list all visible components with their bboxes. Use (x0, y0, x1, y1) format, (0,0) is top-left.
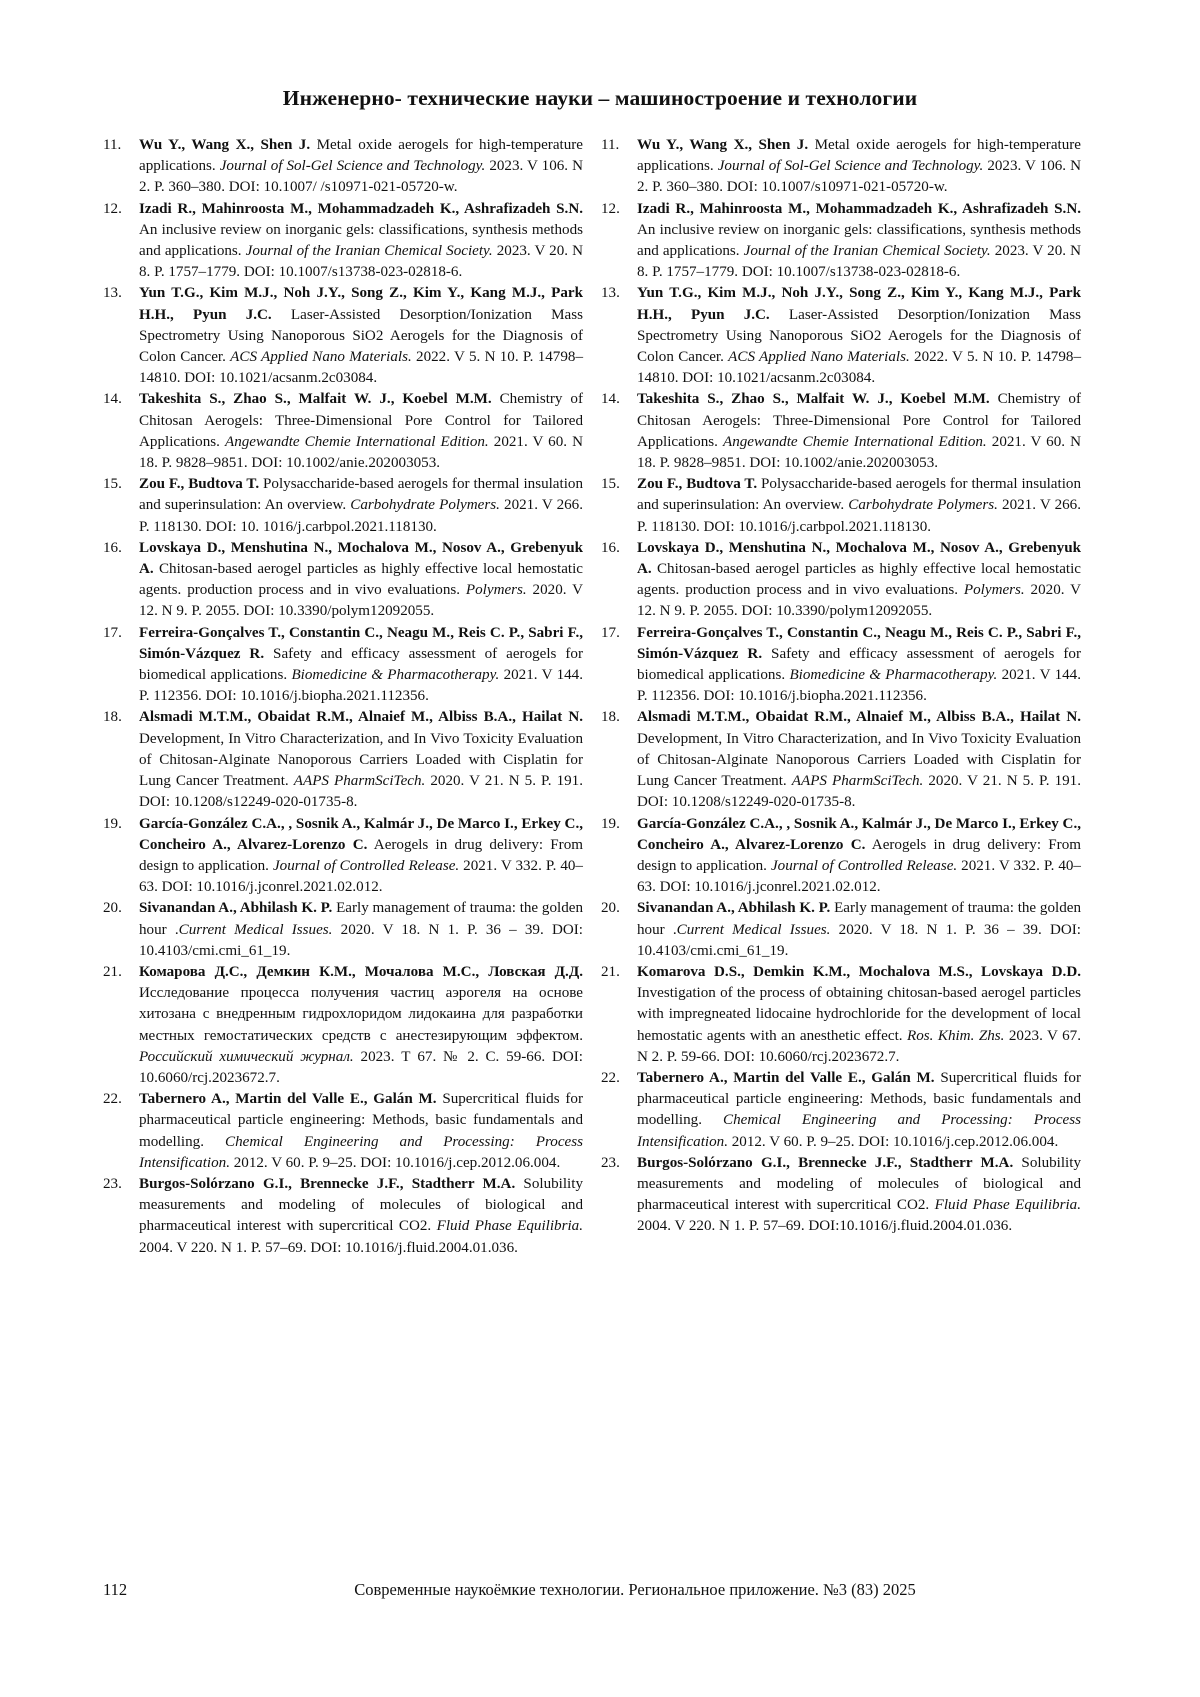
reference-details: 2021. V 144. P. 112356. DOI: 10.1016/j.biopha.2021.112356. (637, 667, 1081, 705)
reference-title: Safety and efficacy assessment of aerogels for biomedical applications. (637, 645, 1081, 684)
reference-authors: Комарова Д.С., Демкин К.М., Мочалова М.С., Ловская Д.Д. (139, 963, 583, 980)
reference-title: Исследование процесса получения частиц аэрогеля на основе хитозана с внедренным гидрохлоридом лидокаина для разработки местных гемостатических средств с анестезирующим эффектом. (139, 985, 583, 1044)
reference-title: Development, In Vitro Characterization, and In Vivo Toxicity Evaluation of Chitosan-Alginate Nanoporous Carriers Loaded with Cisplatin for Lung Cancer Treatment. (637, 730, 1081, 790)
reference-title: Laser-Assisted Desorption/Ionization Mass Spectrometry Using Nanoporous SiO2 Aerogels for the Diagnosis of Colon Cancer. (637, 306, 1081, 366)
reference-item (601, 135, 1081, 199)
reference-journal: Angewandte Chemie International Edition. (224, 433, 489, 450)
reference-authors: Zou F., Budtova T. (637, 476, 758, 493)
reference-number: 15. (601, 476, 620, 493)
reference-item (601, 538, 1081, 623)
reference-details: 2023. Т 67. № 2. С. 59-66. DOI: 10.6060/rcj.2023672.7. (139, 1048, 583, 1086)
reference-authors: Alsmadi M.T.M., Obaidat R.M., Alnaief M., Albiss B.A., Hailat N. (139, 709, 583, 726)
reference-item (103, 135, 583, 199)
reference-number: 15. (103, 476, 122, 493)
reference-authors: Izadi R., Mahinroosta M., Mohammadzadeh K., Ashrafizadeh S.N. (637, 200, 1081, 217)
reference-details: 2022. V 5. N 10. P. 14798–14810. DOI: 10.1021/acsanm.2c03084. (139, 349, 583, 387)
reference-item (103, 898, 583, 962)
reference-number: 22. (103, 1091, 122, 1108)
references-english-column (601, 135, 1081, 1238)
reference-details: 2021. V 60. N 18. P. 9828–9851. DOI: 10.1002/anie.202003053. (139, 433, 583, 472)
reference-title: Solubility measurements and modeling of molecules of biological and pharmaceutical interest with supercritical CO2. (637, 1154, 1081, 1214)
reference-details: 2023. V 106. N 2. P. 360–380. DOI: 10.1007/s10971-021-05720-w. (637, 158, 1081, 196)
reference-number: 19. (103, 815, 122, 832)
reference-item (103, 389, 583, 474)
reference-title: Chitosan-based aerogel particles as highly effective local hemostatic agents. production process and in vivo evaluations. (637, 561, 1081, 599)
reference-authors: Ferreira-Gonçalves T., Constantin C., Neagu M., Reis C. P., Sabri F., Simón-Vázquez R. (139, 624, 583, 662)
reference-details: 2023. V 67. N 2. P. 59-66. DOI: 10.6060/rcj.2023672.7. (637, 1027, 1081, 1065)
reference-number: 13. (601, 285, 620, 302)
reference-number: 20. (601, 900, 620, 917)
reference-title: An inclusive review on inorganic gels: classifications, synthesis methods and applications. (139, 221, 583, 260)
reference-number: 21. (601, 963, 620, 980)
reference-item (601, 898, 1081, 962)
reference-authors: Ferreira-Gonçalves T., Constantin C., Neagu M., Reis C. P., Sabri F., Simón-Vázquez R. (637, 624, 1081, 662)
reference-journal: ACS Applied Nano Materials. (728, 349, 910, 366)
reference-journal: AAPS PharmSciTech. (293, 773, 426, 790)
reference-journal: Current Medical Issues. (178, 921, 333, 938)
reference-number: 17. (103, 624, 122, 641)
reference-item (103, 962, 583, 1089)
reference-authors: Tabernero A., Martin del Valle E., Galán M. (637, 1069, 935, 1086)
reference-authors: Sivanandan A., Abhilash K. P. (637, 900, 831, 917)
reference-journal: Current Medical Issues. (676, 921, 831, 938)
reference-authors: Burgos-Solórzano G.I., Brennecke J.F., Stadtherr M.A. (139, 1175, 516, 1192)
reference-title: Polysaccharide-based aerogels for thermal insulation and superinsulation: An overview. (637, 476, 1081, 514)
reference-item (103, 474, 583, 538)
reference-authors: Komarova D.S., Demkin K.M., Mochalova M.S., Lovskaya D.D. (637, 963, 1081, 980)
reference-journal: Journal of the Iranian Chemical Society. (245, 243, 493, 260)
reference-journal: Journal of Controlled Release. (272, 857, 460, 874)
reference-number: 14. (601, 391, 620, 408)
reference-item (601, 1153, 1081, 1238)
reference-number: 22. (601, 1069, 620, 1086)
reference-item (103, 814, 583, 899)
reference-item (103, 1174, 583, 1259)
reference-number: 16. (601, 539, 620, 556)
reference-number: 23. (601, 1154, 620, 1171)
reference-item (601, 962, 1081, 1068)
reference-item (103, 538, 583, 623)
reference-details: 2021. V 332. P. 40–63. DOI: 10.1016/j.jconrel.2021.02.012. (637, 857, 1081, 896)
reference-details: 2021. V 266. P. 118130. DOI: 10. 1016/j.carbpol.2021.118130. (139, 497, 583, 535)
reference-number: 11. (103, 137, 122, 153)
reference-item (103, 1089, 583, 1174)
running-header: Инженерно- технические науки – машиностроение и технологии (282, 86, 918, 110)
reference-title: Safety and efficacy assessment of aerogels for biomedical applications. (139, 645, 583, 684)
reference-authors: Tabernero A., Martin del Valle E., Galán M. (139, 1091, 437, 1108)
reference-journal: Journal of Sol-Gel Science and Technology. (717, 158, 984, 175)
reference-journal: Journal of the Iranian Chemical Society. (743, 243, 991, 260)
reference-number: 18. (103, 709, 122, 726)
reference-authors: Wu Y., Wang X., Shen J. (139, 137, 311, 153)
reference-journal: Ros. Khim. Zhs. (907, 1027, 1005, 1044)
reference-journal: Carbohydrate Polymers. (848, 497, 998, 514)
reference-journal: ACS Applied Nano Materials. (230, 349, 412, 366)
reference-number: 18. (601, 709, 620, 726)
reference-journal: Journal of Controlled Release. (770, 857, 958, 874)
reference-title: Metal oxide aerogels for high-temperature applications. (637, 137, 1081, 175)
reference-item (601, 814, 1081, 899)
reference-title: Laser-Assisted Desorption/Ionization Mass Spectrometry Using Nanoporous SiO2 Aerogels for the Diagnosis of Colon Cancer. (139, 306, 583, 366)
reference-authors: Takeshita S., Zhao S., Malfait W. J., Koebel M.M. (637, 391, 990, 408)
reference-journal: Chemical Engineering and Processing: Process Intensification. (637, 1112, 1081, 1150)
reference-title: Early management of trauma: the golden hour . (637, 900, 1081, 938)
journal-title: Современные наукоёмкие технологии. Региональное приложение. №3 (83) 2025 (354, 1580, 916, 1599)
reference-journal: Российский химический журнал. (139, 1048, 354, 1065)
reference-details: 2020. V 21. N 5. P. 191. DOI: 10.1208/s12249-020-01735-8. (637, 773, 1081, 811)
reference-details: 2021. V 332. P. 40–63. DOI: 10.1016/j.jconrel.2021.02.012. (139, 857, 583, 896)
reference-details: 2021. V 144. P. 112356. DOI: 10.1016/j.biopha.2021.112356. (139, 667, 583, 705)
reference-journal: Polymers. (465, 582, 527, 599)
reference-number: 19. (601, 815, 620, 832)
reference-journal: Fluid Phase Equilibria. (436, 1218, 583, 1235)
reference-journal: AAPS PharmSciTech. (791, 773, 924, 790)
reference-number: 12. (103, 200, 122, 217)
reference-authors: Alsmadi M.T.M., Obaidat R.M., Alnaief M., Albiss B.A., Hailat N. (637, 709, 1081, 726)
reference-number: 14. (103, 391, 122, 408)
reference-title: Aerogels in drug delivery: From design to application. (637, 836, 1081, 874)
reference-title: Chitosan-based aerogel particles as highly effective local hemostatic agents. production process and in vivo evaluations. (139, 561, 583, 599)
reference-details: 2023. V 106. N 2. P. 360–380. DOI: 10.1007/ /s10971-021-05720-w. (139, 158, 583, 196)
reference-details: 2012. V 60. P. 9–25. DOI: 10.1016/j.cep.2012.06.004. (727, 1133, 1059, 1150)
reference-journal: Polymers. (963, 582, 1025, 599)
reference-title: Supercritical fluids for pharmaceutical particle engineering: Methods, basic fundamentals and modelling. (139, 1091, 583, 1150)
reference-journal: Journal of Sol-Gel Science and Technology. (219, 158, 486, 175)
reference-details: 2021. V 266. P. 118130. DOI: 10.1016/j.carbpol.2021.118130. (637, 497, 1081, 535)
reference-authors: Sivanandan A., Abhilash K. P. (139, 900, 333, 917)
reference-journal: Fluid Phase Equilibria. (934, 1197, 1081, 1214)
reference-title: Chemistry of Chitosan Aerogels: Three-Dimensional Pore Control for Tailored Applications. (139, 391, 583, 450)
reference-details: 2020. V 18. N 1. P. 36 – 39. DOI: 10.4103/cmi.cmi_61_19. (637, 921, 1081, 959)
reference-authors: Zou F., Budtova T. (139, 476, 260, 493)
reference-item (601, 283, 1081, 389)
reference-item (601, 707, 1081, 813)
reference-authors: Wu Y., Wang X., Shen J. (637, 137, 809, 153)
reference-item (103, 623, 583, 708)
reference-details: 2023. V 20. N 8. P. 1757–1779. DOI: 10.1007/s13738-023-02818-6. (139, 243, 583, 281)
reference-authors: Yun T.G., Kim M.J., Noh J.Y., Song Z., Kim Y., Kang M.J., Park H.H., Pyun J.C. (139, 285, 583, 323)
reference-title: Chemistry of Chitosan Aerogels: Three-Dimensional Pore Control for Tailored Applications. (637, 391, 1081, 450)
reference-journal: Carbohydrate Polymers. (350, 497, 500, 514)
reference-title: Polysaccharide-based aerogels for thermal insulation and superinsulation: An overview. (139, 476, 583, 514)
page-number: 112 (103, 1580, 128, 1599)
reference-number: 11. (601, 137, 620, 153)
reference-authors: Takeshita S., Zhao S., Malfait W. J., Koebel M.M. (139, 391, 492, 408)
reference-item (103, 283, 583, 389)
references-russian-column (103, 135, 583, 1259)
reference-title: Investigation of the process of obtaining chitosan-based aerogel particles with impregneated lidocaine hydrochloride for the development of local hemostatic agents with an anesthetic effect. (637, 985, 1081, 1044)
reference-details: 2021. V 60. N 18. P. 9828–9851. DOI: 10.1002/anie.202003053. (637, 433, 1081, 472)
reference-item (601, 623, 1081, 708)
reference-details: 2023. V 20. N 8. P. 1757–1779. DOI: 10.1007/s13738-023-02818-6. (637, 243, 1081, 281)
reference-journal: Biomedicine & Pharmacotherapy. (291, 667, 500, 684)
reference-authors: García-González C.A., , Sosnik A., Kalmár J., De Marco I., Erkey C., Concheiro A., Alvarez-Lorenzo C. (139, 815, 583, 853)
reference-number: 12. (601, 200, 620, 217)
reference-item (601, 474, 1081, 538)
reference-number: 17. (601, 624, 620, 641)
reference-details: 2020. V 12. N 9. P. 2055. DOI: 10.3390/polym12092055. (637, 582, 1081, 620)
reference-title: Solubility measurements and modeling of molecules of biological and pharmaceutical interest with supercritical CO2. (139, 1175, 583, 1235)
reference-number: 20. (103, 900, 122, 917)
reference-details: 2004. V 220. N 1. P. 57–69. DOI: 10.1016/j.fluid.2004.01.036. (139, 1239, 518, 1256)
reference-item (601, 389, 1081, 474)
reference-details: 2012. V 60. P. 9–25. DOI: 10.1016/j.cep.2012.06.004. (229, 1154, 561, 1171)
reference-item (601, 1068, 1081, 1153)
reference-journal: Angewandte Chemie International Edition. (722, 433, 987, 450)
reference-details: 2022. V 5. N 10. P. 14798–14810. DOI: 10.1021/acsanm.2c03084. (637, 349, 1081, 387)
reference-title: Early management of trauma: the golden hour . (139, 900, 583, 938)
reference-number: 23. (103, 1175, 122, 1192)
reference-number: 21. (103, 963, 122, 980)
reference-number: 13. (103, 285, 122, 302)
reference-details: 2020. V 12. N 9. P. 2055. DOI: 10.3390/polym12092055. (139, 582, 583, 620)
reference-authors: Lovskaya D., Menshutina N., Mochalova M., Nosov A., Grebenyuk A. (637, 539, 1081, 578)
reference-title: Development, In Vitro Characterization, and In Vivo Toxicity Evaluation of Chitosan-Alginate Nanoporous Carriers Loaded with Cisplatin for Lung Cancer Treatment. (139, 730, 583, 790)
reference-details: 2020. V 18. N 1. P. 36 – 39. DOI: 10.4103/cmi.cmi_61_19. (139, 921, 583, 959)
reference-authors: Lovskaya D., Menshutina N., Mochalova M., Nosov A., Grebenyuk A. (139, 539, 583, 578)
reference-title: Metal oxide aerogels for high-temperature applications. (139, 137, 583, 175)
reference-authors: Izadi R., Mahinroosta M., Mohammadzadeh K., Ashrafizadeh S.N. (139, 200, 583, 217)
reference-title: Supercritical fluids for pharmaceutical particle engineering: Methods, basic fundamentals and modelling. (637, 1069, 1081, 1129)
reference-title: Aerogels in drug delivery: From design to application. (139, 836, 583, 874)
reference-item (601, 199, 1081, 284)
reference-item (103, 199, 583, 284)
reference-authors: Burgos-Solórzano G.I., Brennecke J.F., Stadtherr M.A. (637, 1154, 1014, 1171)
reference-authors: García-González C.A., , Sosnik A., Kalmár J., De Marco I., Erkey C., Concheiro A., Alvarez-Lorenzo C. (637, 815, 1081, 853)
reference-journal: Biomedicine & Pharmacotherapy. (789, 667, 998, 684)
reference-details: 2004. V 220. N 1. P. 57–69. DOI:10.1016/j.fluid.2004.01.036. (637, 1218, 1013, 1235)
reference-number: 16. (103, 539, 122, 556)
reference-authors: Yun T.G., Kim M.J., Noh J.Y., Song Z., Kim Y., Kang M.J., Park H.H., Pyun J.C. (637, 285, 1081, 323)
reference-item (103, 707, 583, 813)
reference-details: 2020. V 21. N 5. P. 191. DOI: 10.1208/s12249-020-01735-8. (139, 773, 583, 811)
reference-journal: Chemical Engineering and Processing: Process Intensification. (139, 1133, 583, 1171)
reference-title: An inclusive review on inorganic gels: classifications, synthesis methods and applications. (637, 221, 1081, 260)
